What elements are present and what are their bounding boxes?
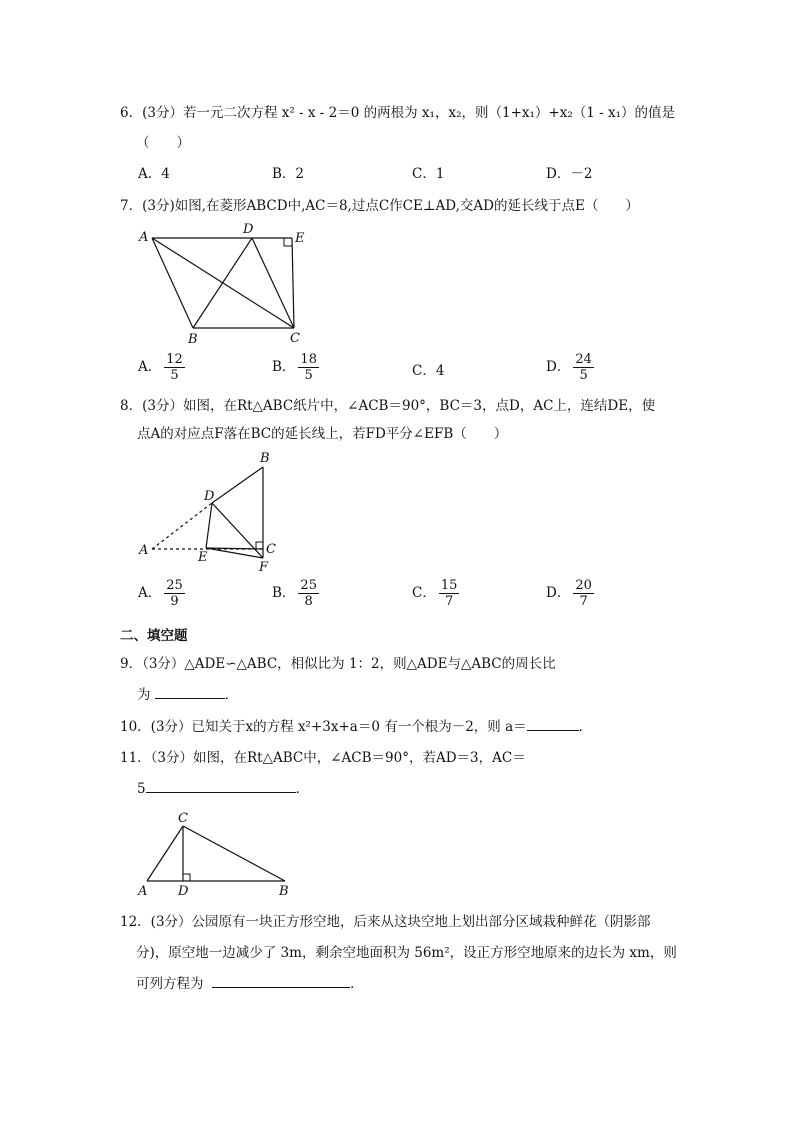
q7-label-e: E <box>295 231 305 246</box>
q8-option-a: A． $\frac{25}{9}$ <box>138 578 183 609</box>
q7-label-a: A <box>139 230 149 245</box>
q6-option-c: C．1 <box>412 166 445 182</box>
q6-option-b: B．2 <box>272 166 305 182</box>
q7-option-d: D． $\frac{24}{5}$ <box>546 352 592 383</box>
q7-label-b: B <box>188 332 198 347</box>
q7-option-b: B． $\frac{18}{5}$ <box>272 352 317 383</box>
q6-option-d: D．－2 <box>546 166 593 182</box>
q12-answer-blank[interactable] <box>212 975 350 988</box>
q11-stem-line1: 11．（3分）如图，在Rt△ABC中，∠ACB＝90°，若AD＝3，AC＝ <box>120 750 526 766</box>
q7-label-d: D <box>243 222 254 237</box>
q8-option-b: B． $\frac{25}{8}$ <box>272 578 317 609</box>
q9-stem-line1: 9．（3分）△ADE∽△ABC，相似比为 1：2，则△ADE与△ABC的周长比 <box>120 656 556 672</box>
q11-line-cb <box>183 826 285 881</box>
section-fill-in-title: 二、填空题 <box>120 628 188 644</box>
q6-stem-line1: 6．(3分）若一元二次方程 x² - x - 2＝0 的两根为 x₁，x₂，则（1+x₁）+x₂（1 - x₁）的值是 <box>120 105 675 121</box>
q11-line-ac <box>147 826 183 881</box>
q8-stem-line1: 8．(3分）如图，在Rt△ABC纸片中，∠ACB＝90°，BC＝3，点D，AC上，连结DE，使 <box>120 398 656 414</box>
q11-label-d: D <box>178 884 189 899</box>
q7-option-a: A． $\frac{12}{5}$ <box>138 352 183 383</box>
q9-stem-line2: 为 ． <box>137 687 239 703</box>
q11-stem-line2: 5 ． <box>137 781 310 797</box>
q7-stem-line1: 7．(3分)如图,在菱形ABCD中,AC＝8,过点C作CE⊥AD,交AD的延长线于点E（ ） <box>120 198 639 214</box>
q8-label-d: D <box>204 489 215 504</box>
q8-label-b: B <box>260 451 270 466</box>
q7-option-c: C．4 <box>412 363 445 379</box>
q8-label-e: E <box>198 550 208 565</box>
q12-stem-line1: 12．(3分）公园原有一块正方形空地，后来从这块空地上划出部分区域栽种鲜花（阴影部 <box>120 914 651 930</box>
q8-label-c: C <box>266 542 276 557</box>
q11-label-a: A <box>138 884 148 899</box>
q12-stem-line3: 可列方程为 ． <box>136 976 364 992</box>
q8-stem-line2: 点A的对应点F落在BC的延长线上，若FD平分∠EFB（ ） <box>137 426 508 442</box>
q6-stem-line2: （ ） <box>136 135 190 151</box>
q11-label-b: B <box>279 884 289 899</box>
q10-stem: 10．(3分）已知关于x的方程 x²+3x+a＝0 有一个根为－2，则 a＝ ． <box>120 719 593 735</box>
q11-right-angle-mark <box>183 874 190 881</box>
q12-stem-line2: 分)，原空地一边减少了 3m，剩余空地面积为 56m²，设正方形空地原来的边长为 xm，则 <box>136 945 677 961</box>
q8-label-f: F <box>259 560 269 575</box>
q8-option-c: C． $\frac{15}{7}$ <box>412 578 458 609</box>
q8-label-a: A <box>139 543 149 558</box>
q7-label-c: C <box>290 331 300 346</box>
q6-option-a: A．4 <box>138 166 170 182</box>
q8-option-d: D． $\frac{20}{7}$ <box>546 578 592 609</box>
q11-label-c: C <box>178 811 188 826</box>
